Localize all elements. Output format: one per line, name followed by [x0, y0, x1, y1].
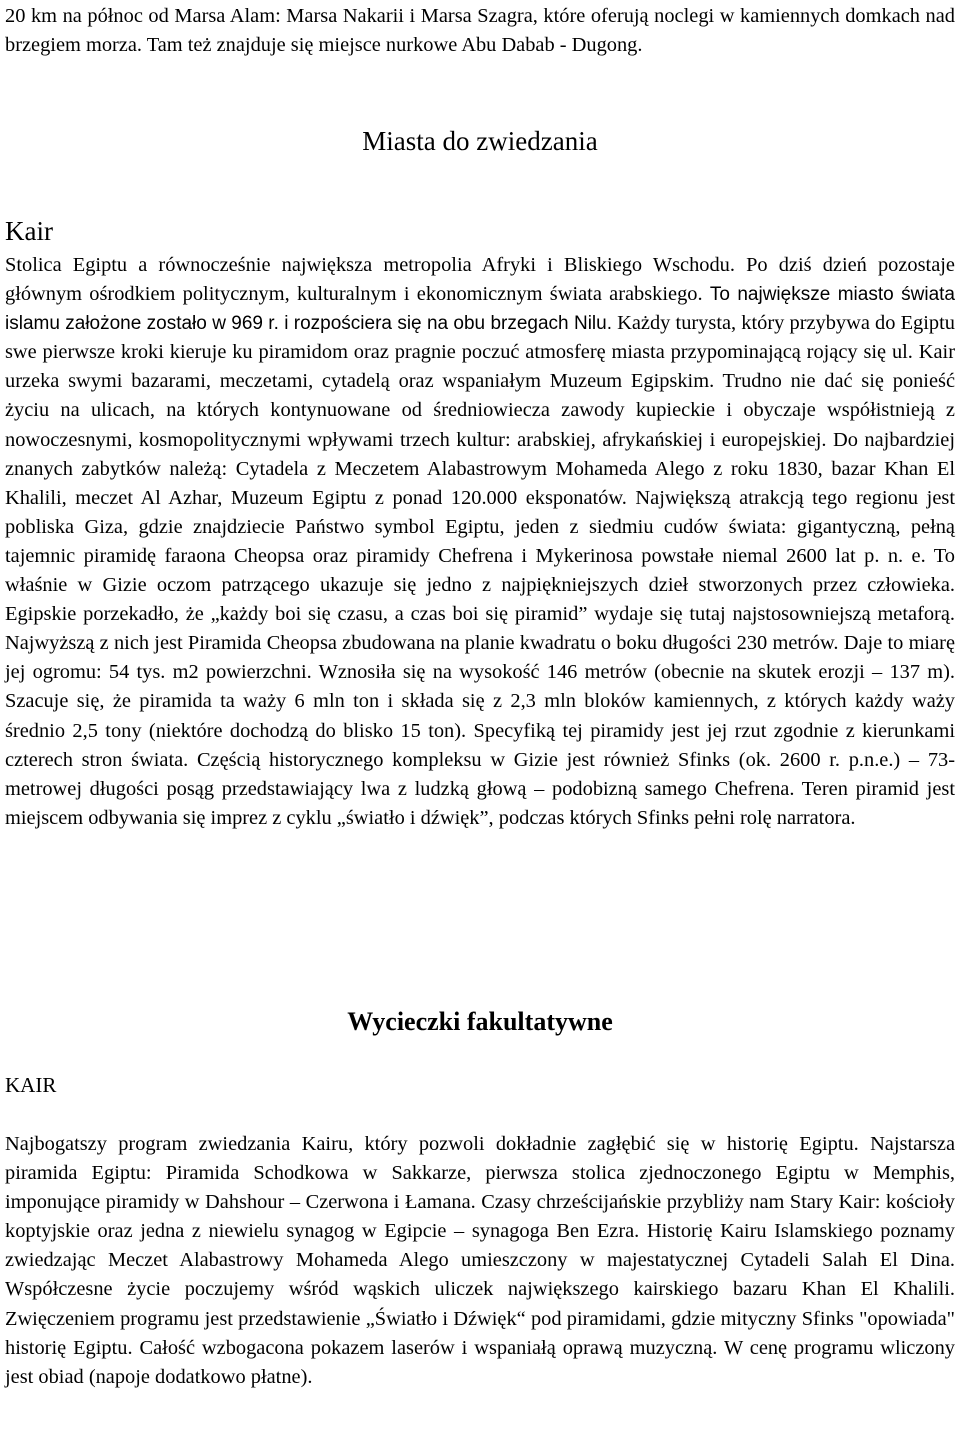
kair-description-paragraph [5, 251, 955, 833]
kair-description-part-3: Każdy turysta, który przybywa do Egiptu swe pierwsze kroki kieruje ku piramidom oraz pragnie poczuć atmosferę miasta przypominającą rojący się ul. Kair urzeka swymi bazarami, meczetami, cytadelą oraz wspaniałym Muzeum Egipskim. Trudno nie dać się ponieść życiu na ulicach, na których kontynuowane od średniowiecza zawody kupieckie i obyczaje współistnieją z nowoczesnymi, kosmopolitycznymi wpływami trzech kultur: arabskiej, afrykańskiej i europejskiej. Do najbardziej znanych zabytków należą: Cytadela z Meczetem Alabastrowym Mohameda Alego z roku 1830, bazar Khan El Khalili, meczet Al Azhar, Muzeum Egiptu z ponad 120.000 eksponatów. Największą atrakcją tego regionu jest pobliska Giza, gdzie znajdziecie Państwo symbol Egiptu, jeden z siedmiu cudów świata: gigantyczną, pełną tajemnic piramidę faraona Cheopsa oraz piramidy Chefrena i Mykerinosa powstałe niemal 2600 lat p. n. e. To właśnie w Gizie oczom patrzącego ukazuje się jedno z najpiękniejszych dzieł stworzonych przez człowieka. Egipskie porzekadło, że „każdy boi się czasu, a czas boi się piramid” wydaje się tutaj najstosowniejszą metaforą. Najwyższą z nich jest Piramida Cheopsa zbudowana na planie kwadratu o boku długości 230 metrów. Daje to miarę jej ogromu: 54 tys. m2 powierzchni. Wznosiła się na wysokość 146 metrów (obecnie na skutek erozji – 137 m). Szacuje się, że piramida ta waży 6 mln ton i składa się z 2,3 mln bloków kamiennych, z których każdy waży średnio 2,5 tony (niektóre dochodzą do blisko 15 ton). Specyfiką tej piramidy jest jej rzut zgodnie z kierunkami czterech stron świata. Częścią historycznego kompleksu w Gizie jest również Sfinks (ok. 2600 r. p.n.e.) – 73-metrowej długości posąg przedstawiający lwa z ludzką głową – podobizną samego Chefrena. Teren piramid jest miejscem odbywania się imprez z cyklu „światło i dźwięk”, podczas których Sfinks pełni rolę narratora. [5, 312, 955, 829]
city-heading-kair: Kair [5, 216, 53, 246]
kair-description-part-1: Stolica Egiptu a równocześnie największa metropolia Afryki i Bliskiego Wschodu. Po dziś dzień pozostaje głównym ośrodkiem politycznym, kulturalnym i ekonomicznym świata arabskiego. [5, 254, 955, 306]
trip-heading-kair: KAIR [5, 1073, 57, 1097]
section-heading-trips: Wycieczki fakultatywne [347, 1007, 613, 1036]
intro-paragraph: 20 km na północ od Marsa Alam: Marsa Nakarii i Marsa Szagra, które oferują noclegi w kamiennych domkach nad brzegiem morza. Tam też znajduje się miejsce nurkowe Abu Dabab - Dugong. [5, 5, 955, 57]
trip-kair-paragraph: Najbogatszy program zwiedzania Kairu, który pozwoli dokładnie zagłębić się w historię Egiptu. Najstarsza piramida Egiptu: Piramida Schodkowa w Sakkarze, pierwsza stolica zjednoczonego Egiptu w Memphis, imponujące piramidy w Dahshour – Czerwona i Łamana. Czasy chrześcijańskie przybliży nam Stary Kair: kościoły koptyjskie oraz jedna z niewielu synagog w Egipcie – synagoga Ben Ezra. Historię Kairu Islamskiego poznamy zwiedzając Meczet Alabastrowy Mohameda Alego umieszczony w majestatycznej Cytadeli Salah El Dina. Współczesne życie poczujemy wśród wąskich uliczek największego kairskiego bazaru Khan El Khalili. Zwięczeniem programu jest przedstawienie „Światło i Dźwięk“ pod piramidami, gdzie mityczny Sfinks "opowiada" historię Egiptu. Całość wzbogacona pokazem laserów i wspaniałą oprawą muzyczną. W cenę programu wliczony jest obiad (napoje dodatkowo płatne). [5, 1133, 955, 1388]
section-heading-cities: Miasta do zwiedzania [362, 126, 598, 156]
kair-description-part-2: To największe miasto świata islamu założone zostało w 969 r. i rozpościera się na obu brzegach Nilu. [5, 284, 955, 335]
